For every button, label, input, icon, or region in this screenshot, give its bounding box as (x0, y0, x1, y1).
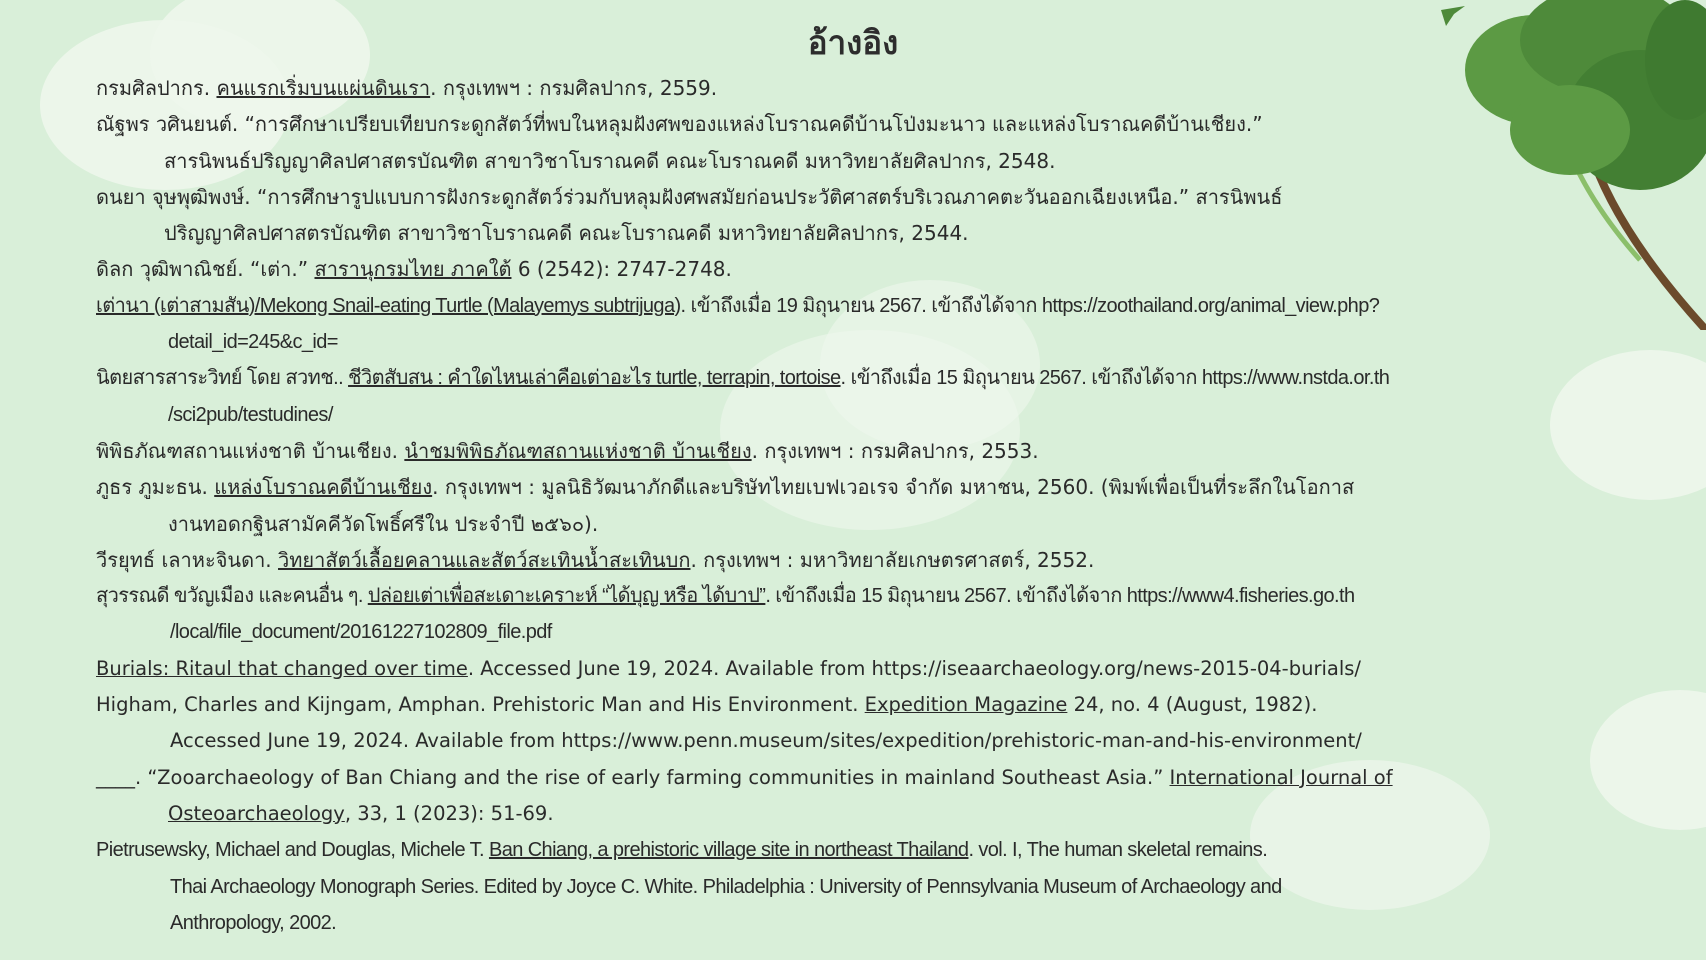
reference-continuation: detail_id=245&c_id= (168, 331, 338, 354)
reference-text: . กรุงเทพฯ : มูลนิธิวัฒนาภักดีและบริษัทไทยเบฟเวอเรจ จำกัด มหาชน, 2560. (พิมพ์เพื่อเป็นที่ระลึกในโอกาส (432, 475, 1355, 500)
reference-text: . กรุงเทพฯ : มหาวิทยาลัยเกษตรศาสตร์, 2552. (690, 547, 1095, 572)
reference-text: วีรยุทธ์ เลาหะจินดา. (96, 547, 279, 572)
reference-continuation: Anthropology, 2002. (170, 911, 337, 934)
reference-text: ณัฐพร วศินยนต์. “การศึกษาเปรียบเทียบกระดูกสัตว์ที่พบในหลุมฝังศพของแหล่งโบราณคดีบ้านโป่งมะนาว และแหล่งโบราณคดีบ้านเชียง.” (96, 112, 1263, 137)
reference-list (96, 70, 1496, 941)
reference-item (96, 70, 1496, 106)
page-title: อ้างอิง (807, 23, 899, 62)
reference-text: พิพิธภัณฑสถานแห่งชาติ บ้านเชียง. (96, 438, 405, 463)
reference-text: ดิลก วุฒิพาณิชย์. “เต่า.” (96, 257, 315, 282)
reference-item (96, 687, 1496, 760)
reference-text: . กรุงเทพฯ : กรมศิลปากร, 2559. (430, 76, 718, 100)
reference-text: 6 (2542): 2747-2748. (511, 257, 732, 282)
reference-item (96, 651, 1496, 687)
reference-item (96, 469, 1496, 542)
reference-title: เต่านา (เต่าสามสัน)/Mekong Snail-eating Turtle (Malayemys subtrijuga) (96, 294, 681, 317)
reference-item (96, 179, 1496, 252)
reference-continuation: /local/file_document/20161227102809_file.pdf (170, 621, 552, 644)
reference-text: . เข้าถึงเมื่อ 15 มิถุนายน 2567. เข้าถึงได้จาก https://www4.fisheries.go.th (765, 585, 1355, 608)
reference-item (96, 106, 1496, 179)
reference-title: ชีวิตสับสน : คำใดไหนเล่าคือเต่าอะไร turtle, terrapin, tortoise (348, 367, 841, 390)
reference-text: Higham, Charles and Kijngam, Amphan. Prehistoric Man and His Environment. (96, 693, 865, 717)
reference-title: นำชมพิพิธภัณฑสถานแห่งชาติ บ้านเชียง (404, 438, 752, 463)
reference-title: Ban Chiang, a prehistoric village site in northeast Thailand (488, 839, 969, 862)
reference-text: . vol. I, The human skeletal remains. (968, 839, 1268, 862)
reference-text: สุวรรณดี ขวัญเมือง และคนอื่น ๆ. (96, 585, 368, 608)
reference-continuation: งานทอดกฐินสามัคคีวัดโพธิ์ศรีใน ประจำปี ๒๕๖๐). (168, 511, 599, 536)
reference-text: นิตยสารสาระวิทย์ โดย สวทช.. (96, 367, 349, 390)
reference-continuation: Accessed June 19, 2024. Available from https://www.penn.museum/sites/expedition/prehistoric-man-and-his-environment/ (170, 729, 1362, 753)
reference-title: Burials: Ritaul that changed over time (96, 656, 468, 680)
reference-title: Expedition Magazine (864, 693, 1068, 717)
reference-text: ____. “Zooarchaeology of Ban Chiang and the rise of early farming communities in mainland Southeast Asia.” (96, 765, 1170, 789)
reference-text: . กรุงเทพฯ : กรมศิลปากร, 2553. (751, 438, 1039, 463)
reference-continuation: ปริญญาศิลปศาสตรบัณฑิต สาขาวิชาโบราณคดี คณะโบราณคดี มหาวิทยาลัยศิลปากร, 2544. (164, 221, 969, 246)
reference-item (96, 760, 1496, 833)
reference-continuation: สารนิพนธ์ปริญญาศิลปศาสตรบัณฑิต สาขาวิชาโบราณคดี คณะโบราณคดี มหาวิทยาลัยศิลปากร, 2548. (164, 148, 1056, 173)
reference-title: ปล่อยเต่าเพื่อสะเดาะเคราะห์ “ได้บุญ หรือ ได้บาป” (367, 585, 766, 608)
reference-item (96, 832, 1496, 941)
reference-text: กรมศิลปากร. (96, 76, 217, 100)
reference-item (96, 578, 1496, 651)
reference-title: Osteoarchaeology (168, 801, 345, 825)
reference-text: Pietrusewsky, Michael and Douglas, Michele T. (96, 839, 489, 862)
cloud-decoration (1550, 350, 1706, 500)
reference-item (96, 288, 1496, 361)
reference-title: แหล่งโบราณคดีบ้านเชียง (214, 475, 433, 500)
reference-title: คนแรกเริ่มบนแผ่นดินเรา (216, 76, 431, 100)
reference-text: . เข้าถึงเมื่อ 19 มิถุนายน 2567. เข้าถึงได้จาก https://zoothailand.org/animal_view.php? (680, 294, 1380, 317)
cloud-decoration (1590, 690, 1706, 830)
reference-item (96, 542, 1496, 578)
reference-text: ดนยา จุษพุฒิพงษ์. “การศึกษารูปแบบการฝังกระดูกสัตว์ร่วมกับหลุมฝังศพสมัยก่อนประวัติศาสตร์บริเวณภาคตะวันออกเฉียงเหนือ.” สารนิพนธ์ (96, 184, 1283, 209)
reference-continuation: , 33, 1 (2023): 51-69. (344, 801, 554, 825)
reference-text: ภูธร ภูมะธน. (96, 475, 215, 500)
reference-continuation: /sci2pub/testudines/ (168, 403, 333, 426)
reference-text: . Accessed June 19, 2024. Available from https://iseaarchaeology.org/news-2015-04-burials/ (467, 656, 1361, 680)
reference-item (96, 251, 1496, 287)
reference-title: International Journal of (1169, 765, 1393, 789)
reference-continuation: Thai Archaeology Monograph Series. Edited by Joyce C. White. Philadelphia : University of Pennsylvania Museum of Archaeology and (170, 875, 1282, 898)
reference-title: สารานุกรมไทย ภาคใต้ (314, 257, 512, 282)
reference-item (96, 360, 1496, 433)
reference-text: 24, no. 4 (August, 1982). (1067, 693, 1318, 717)
reference-item (96, 433, 1496, 469)
reference-title: วิทยาสัตว์เลื้อยคลานและสัตว์สะเทินน้ำสะเทินบก (278, 547, 691, 572)
reference-text: . เข้าถึงเมื่อ 15 มิถุนายน 2567. เข้าถึงได้จาก https://www.nstda.or.th (840, 367, 1390, 390)
